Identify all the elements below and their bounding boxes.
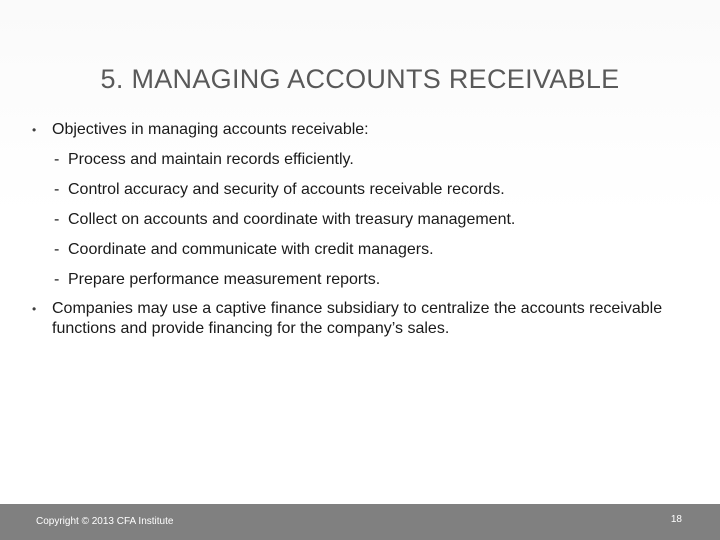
list-item bbox=[28, 180, 668, 200]
dash-marker: - bbox=[54, 211, 60, 228]
list-item-text: Process and maintain records efficiently. bbox=[68, 151, 354, 168]
list-item bbox=[28, 210, 668, 230]
list-item-text: Prepare performance measurement reports. bbox=[68, 271, 381, 288]
slide-title: 5. MANAGING ACCOUNTS RECEIVABLE bbox=[100, 64, 620, 94]
slide-content bbox=[28, 120, 668, 339]
bullet-objectives bbox=[28, 120, 668, 140]
objectives-list bbox=[28, 150, 668, 290]
page-number: 18 bbox=[670, 514, 682, 525]
dash-marker: - bbox=[54, 241, 60, 258]
dash-marker: - bbox=[54, 271, 60, 288]
bullet-marker: • bbox=[32, 302, 37, 316]
list-item bbox=[28, 240, 668, 260]
list-item bbox=[28, 270, 668, 290]
bullet-text: Objectives in managing accounts receivable: bbox=[52, 121, 369, 138]
dash-marker: - bbox=[54, 181, 60, 198]
dash-marker: - bbox=[54, 151, 60, 168]
list-item-text: Collect on accounts and coordinate with treasury management. bbox=[68, 211, 516, 228]
list-item bbox=[28, 150, 668, 170]
footer-bar bbox=[0, 504, 720, 540]
list-item-text: Control accuracy and security of accounts receivable records. bbox=[68, 181, 505, 198]
bullet-text: Companies may use a captive finance subsidiary to centralize the accounts receivable functions and provide financing for the company’s sales. bbox=[52, 300, 663, 337]
list-item-text: Coordinate and communicate with credit managers. bbox=[68, 241, 434, 258]
bullet-captive-finance bbox=[28, 299, 668, 339]
bullet-marker: • bbox=[32, 123, 37, 137]
copyright-text: Copyright © 2013 CFA Institute bbox=[36, 516, 174, 527]
